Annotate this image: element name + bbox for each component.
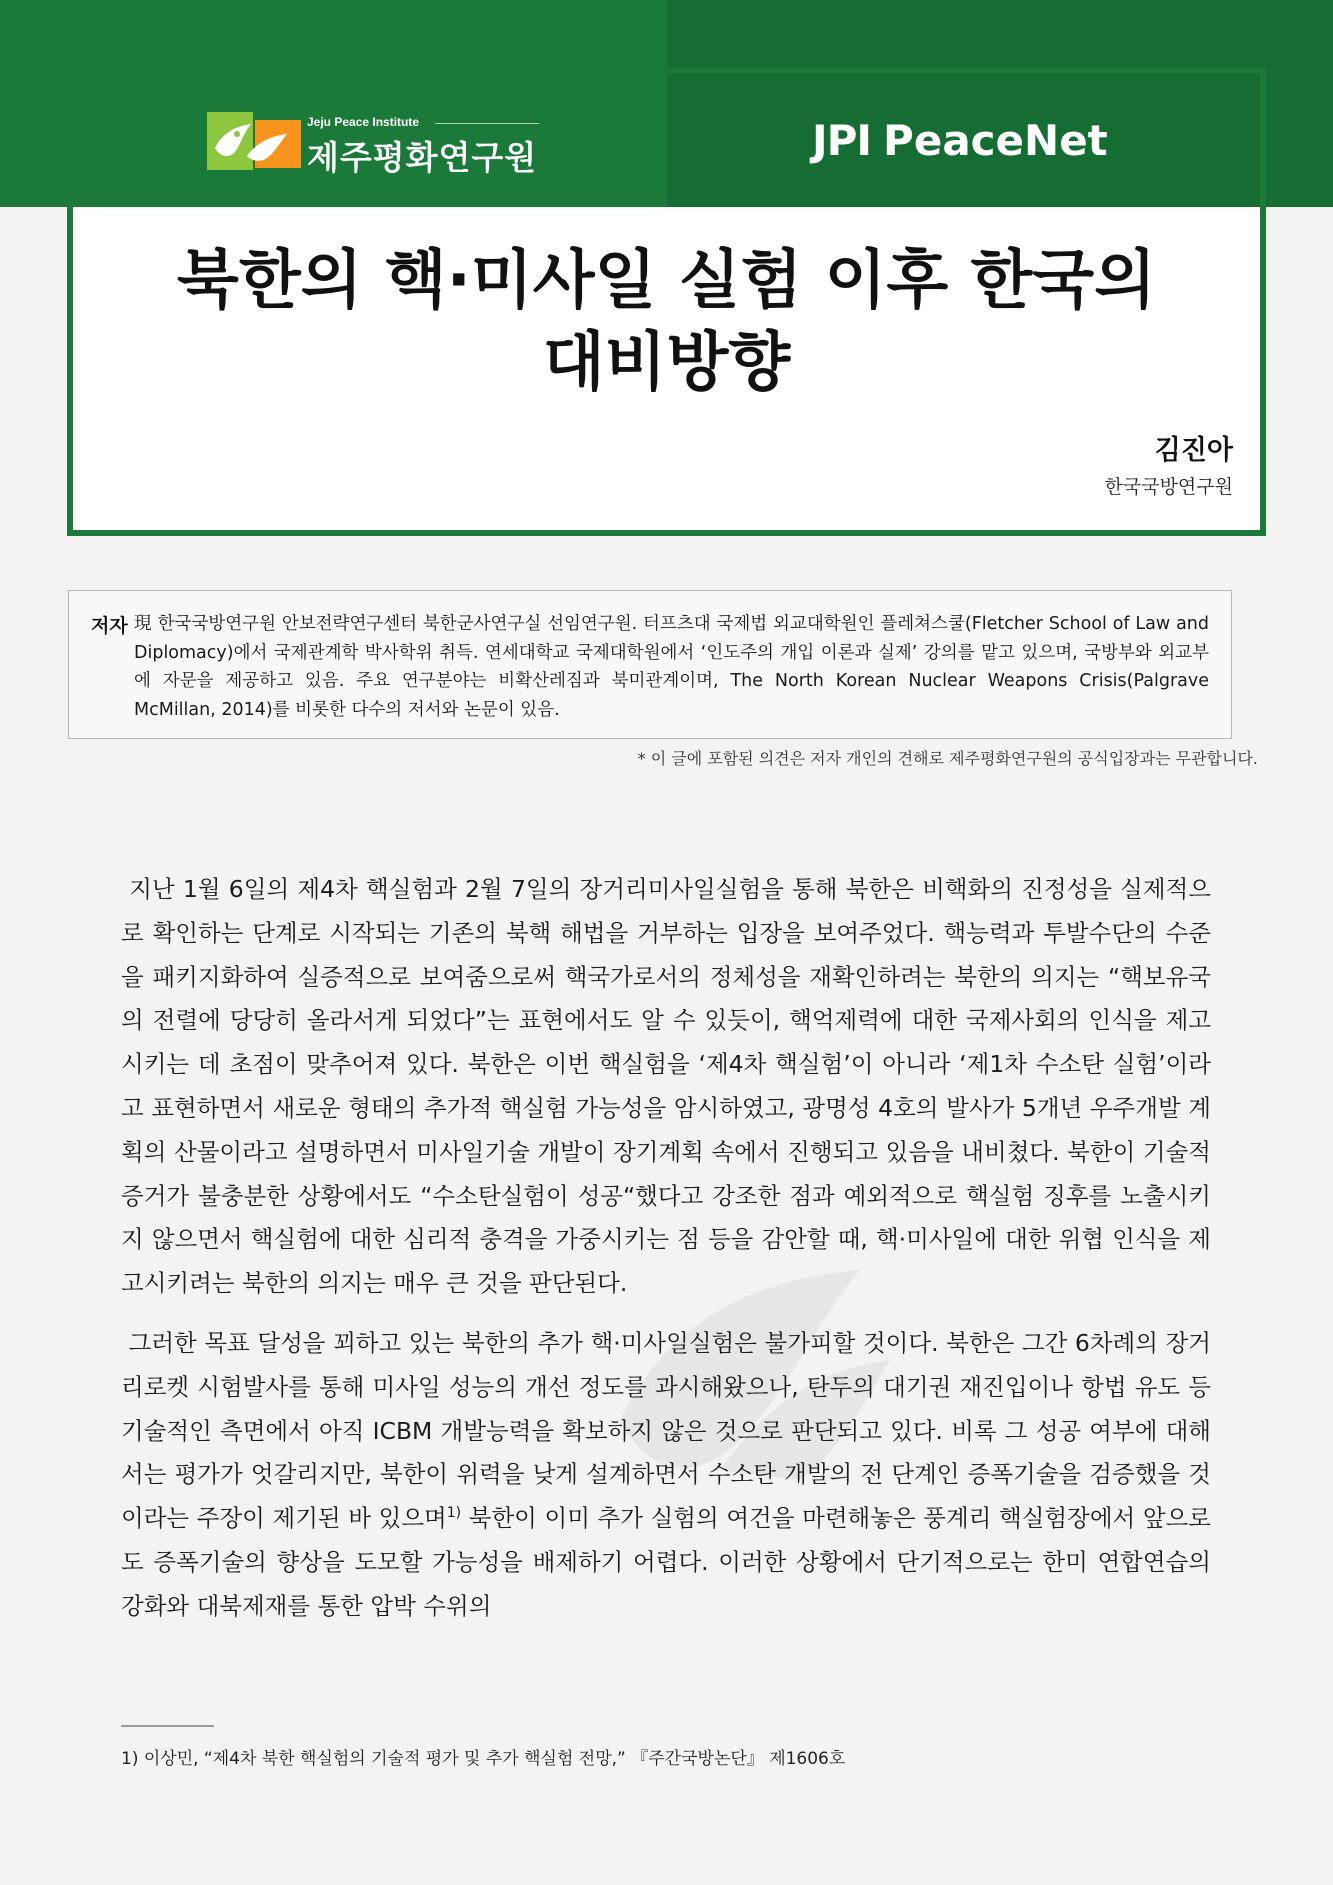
institute-english-name: Jeju Peace Institute	[307, 115, 420, 129]
author-bio-box	[68, 590, 1232, 739]
paragraph-2-text-b: 북한이 이미 추가 실험의 여건을 마련해놓은 풍계리 핵실험장에서 앞으로도 증폭기술의 향상을 도모할 가능성을 배제하기 어렵다. 이러한 상황에서 단기적으로는 한미 연합연습의 강화와 대북제재를 통한 압박 수위의	[121, 1504, 1211, 1620]
footnote: 1) 이상민, “제4차 북한 핵실험의 기술적 평가 및 추가 핵실험 전망,” 『주간국방논단』 제1606호	[121, 1749, 846, 1769]
article-body	[121, 868, 1211, 1629]
paragraph-1-text: 지난 1월 6일의 제4차 핵실험과 2월 7일의 장거리미사일실험을 통해 북한은 비핵화의 진정성을 실제적으로 확인하는 단계로 시작되는 기존의 북핵 해법을 거부하는 입장을 보여주었다. 핵능력과 투발수단의 수준을 패키지화하여 실증적으로 보여줌으로써 핵국가로서의 정체성을 재확인하려는 북한의 의지는 “핵보유국의 전렬에 당당히 올라서게 되었다”는 표현에서도 알 수 있듯이, 핵억제력에 대한 국제사회의 인식을 제고시키는 데 초점이 맞추어져 있다. 북한은 이번 핵실험을 ‘제4차 핵실험’이 아니라 ‘제1차 수소탄 실험’이라고 표현하면서 새로운 형태의 추가적 핵실험 가능성을 암시하였고, 광명성 4호의 발사가 5개년 우주개발 계획의 산물이라고 설명하면서 미사일기술 개발이 장기계획 속에서 진행되고 있음을 내비쳤다. 북한이 기술적 증거가 불충분한 상황에서도 “수소탄실험이 성공“했다고 강조한 점과 예외적으로 핵실험 징후를 노출시키지 않으면서 핵실험에 대한 심리적 충격을 가중시키는 점 등을 감안할 때, 핵·미사일에 대한 위협 인식을 제고시키려는 북한의 의지는 매우 큰 것을 판단된다.	[121, 875, 1211, 1298]
dove-logo-icon	[207, 112, 301, 170]
footnote-divider	[121, 1725, 214, 1727]
institute-korean-name: 제주평화연구원	[307, 138, 538, 177]
peacenet-wordmark: PeaceNet	[883, 116, 1108, 165]
author-name: 김진아	[1154, 435, 1233, 466]
bio-text: 現 한국국방연구원 안보전략연구센터 북한군사연구실 선임연구원. 터프츠대 국제법 외교대학원인 플레쳐스쿨(Fletcher School of Law and Diplomacy)에서 국제관계학 박사학위 취득. 연세대학교 국제대학원에서 ‘인도주의 개입 이론과 실제’ 강의를 맡고 있으며, 국방부와 외교부에 자문을 제공하고 있음. 주요 연구분야는 비확산레짐과 북미관계이며, The North Korean Nuclear Weapons Crisis(Palgrave McMillan, 2014)를 비롯한 다수의 저서와 논문이 있음.	[134, 614, 1209, 720]
paragraph-2-text-a: 그러한 목표 달성을 꾀하고 있는 북한의 추가 핵·미사일실험은 불가피할 것이다. 북한은 그간 6차례의 장거리로켓 시험발사를 통해 미사일 성능의 개선 정도를 과시해왔으나, 탄두의 대기권 재진입이나 항법 유도 등 기술적인 측면에서 아직 ICBM 개발능력을 확보하지 않은 것으로 판단되고 있다. 비록 그 성공 여부에 대해서는 평가가 엇갈리지만, 북한이 위력을 낮게 설계하면서 수소탄 개발의 전 단계인 증폭기술을 검증했을 것이라는 주장이 제기된 바 있으며	[121, 1328, 1211, 1533]
author-affiliation: 한국국방연구원	[1104, 476, 1233, 498]
title-line-2: 대비방향	[542, 326, 791, 400]
peacenet-logo	[812, 116, 1108, 165]
logo-divider	[435, 123, 539, 124]
footnote-reference[interactable]: 1)	[446, 1505, 462, 1522]
document-title	[100, 240, 1233, 404]
jpi-mark: JPI	[812, 116, 872, 165]
title-line-1: 북한의 핵·미사일 실험 이후 한국의	[177, 244, 1156, 318]
body-paragraph	[121, 868, 1211, 1306]
disclaimer: * 이 글에 포함된 의견은 저자 개인의 견해로 제주평화연구원의 공식입장과는 무관합니다.	[637, 749, 1258, 768]
body-paragraph	[121, 1322, 1211, 1629]
bio-label: 저자	[91, 615, 128, 637]
